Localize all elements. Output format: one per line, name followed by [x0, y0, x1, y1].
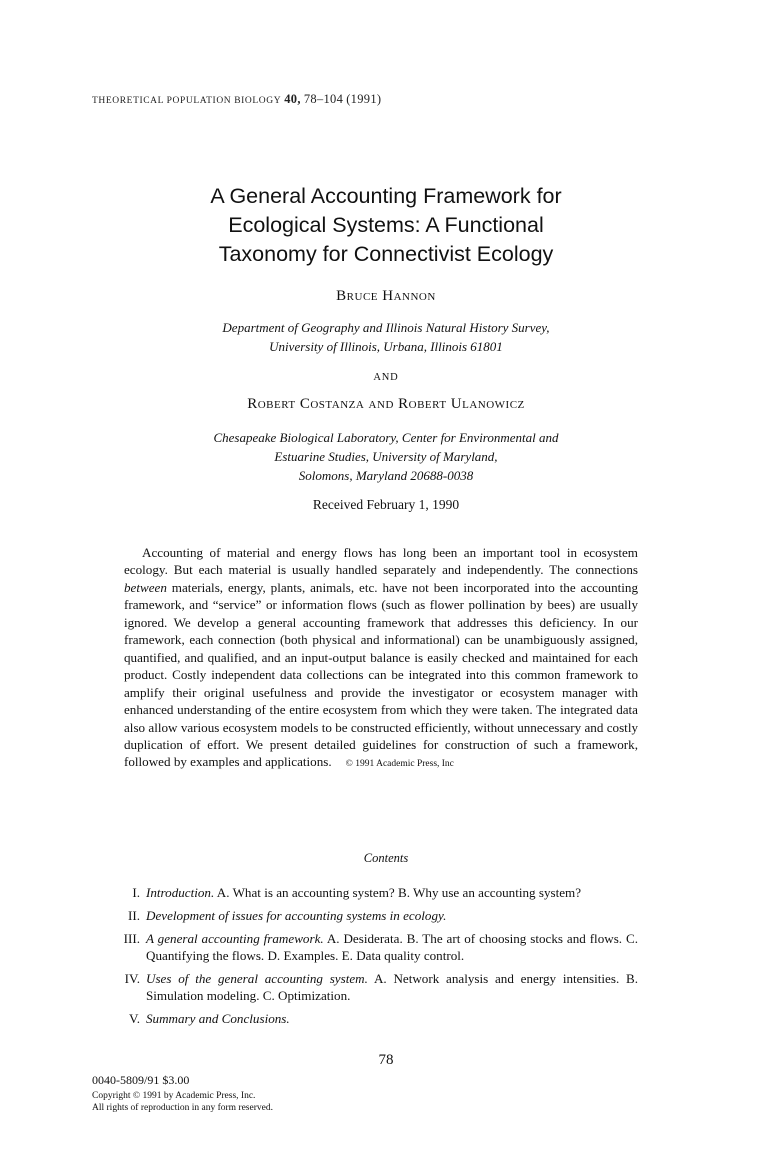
affiliation-line: Estuarine Studies, University of Maryland, [274, 449, 498, 464]
contents-heading: Contents [363, 851, 409, 865]
author-name-2: Robert Costanza and Robert Ulanowicz [247, 396, 525, 412]
rights-line: All rights of reproduction in any form reserved. [92, 1102, 273, 1113]
toc-number: II. [128, 908, 140, 923]
affiliation-line: Department of Geography and Illinois Natural History Survey, [222, 320, 550, 335]
abstract-copyright: © 1991 Academic Press, Inc [345, 759, 454, 770]
received-date: Received February 1, 1990 [312, 497, 460, 512]
toc-text [146, 970, 638, 1004]
title-line: Taxonomy for Connectivist Ecology [218, 242, 554, 266]
author-separator: AND [373, 372, 399, 383]
toc-number: III. [123, 931, 140, 946]
abstract [124, 544, 638, 774]
page-number: 78 [378, 1052, 394, 1068]
toc-text [146, 884, 638, 901]
affiliation-2 [100, 428, 672, 485]
toc-item [108, 930, 638, 964]
toc-title: Uses of the general accounting system. [146, 971, 368, 986]
toc-subsections: A. Desiderata. B. The art of choosing stocks and flows. C. Quantifying the flows. D. Examples. E. Data quality control. [146, 931, 638, 963]
affiliation-line: Chesapeake Biological Laboratory, Center for Environmental and [213, 430, 559, 445]
journal-year: (1991) [346, 92, 382, 106]
paper-title [100, 182, 672, 269]
abstract-text: Accounting of material and energy flows has long been an important tool in ecosystem ecology. But each material is usually handled separately and independently. The connections [124, 545, 638, 578]
toc-item [108, 1010, 638, 1027]
author-name-1: Bruce Hannon [336, 288, 436, 304]
article-code: 0040-5809/91 $3.00 [92, 1073, 190, 1087]
toc-title: A general accounting framework. [146, 931, 324, 946]
toc-number: IV. [124, 971, 140, 986]
toc-number: I. [132, 885, 140, 900]
abstract-emphasis: between [124, 579, 167, 595]
table-of-contents [108, 884, 638, 1033]
toc-subsections: A. What is an accounting system? B. Why use an accounting system? [214, 885, 582, 900]
abstract-text: materials, energy, plants, animals, etc. have not been incorporated into the accounting framework, and “service” or information flows (such as flower pollination by bees) are usually ignored. We develop a general accounting framework that addresses this deficiency. In our framework, each connection (both physical and informational) can be unambiguously assigned, quantified, and qualified, and an input-output balance is easily checked and maintained for each product. Costly independent data collections can be integrated into this common framework to amplify their original usefulness and provide the investigator or ecosystem manager with enhanced understanding of the entire ecosystem from which they were taken. The integrated data also allow various ecosystem models to be constructed efficiently, without unnecessary and costly duplication of effort. We present detailed guidelines for construction of such a framework, followed by examples and applications. [124, 579, 638, 770]
journal-volume: 40, [284, 92, 301, 106]
toc-title: Introduction. [146, 885, 215, 900]
toc-item [108, 907, 638, 924]
toc-number: V. [128, 1011, 140, 1026]
footer [92, 1072, 273, 1114]
toc-text [146, 1010, 638, 1027]
title-line: Ecological Systems: A Functional [228, 213, 544, 237]
title-line: A General Accounting Framework for [210, 184, 562, 208]
affiliation-line: Solomons, Maryland 20688-0038 [298, 468, 474, 483]
journal-pages: 78–104 [303, 92, 344, 106]
affiliation-1 [100, 318, 672, 356]
toc-text [146, 907, 638, 924]
toc-text [146, 930, 638, 964]
toc-title: Summary and Conclusions. [146, 1011, 290, 1026]
journal-running-header [92, 92, 381, 107]
affiliation-line: University of Illinois, Urbana, Illinois 61801 [269, 339, 503, 354]
toc-item [108, 970, 638, 1004]
copyright-line: Copyright © 1991 by Academic Press, Inc. [92, 1091, 256, 1101]
toc-subsections: A. Network analysis and energy intensities. B. Simulation modeling. C. Optimization. [146, 971, 638, 1003]
toc-title: Development of issues for accounting systems in ecology. [146, 908, 447, 923]
journal-name: THEORETICAL POPULATION BIOLOGY [92, 96, 282, 106]
toc-item [108, 884, 638, 901]
